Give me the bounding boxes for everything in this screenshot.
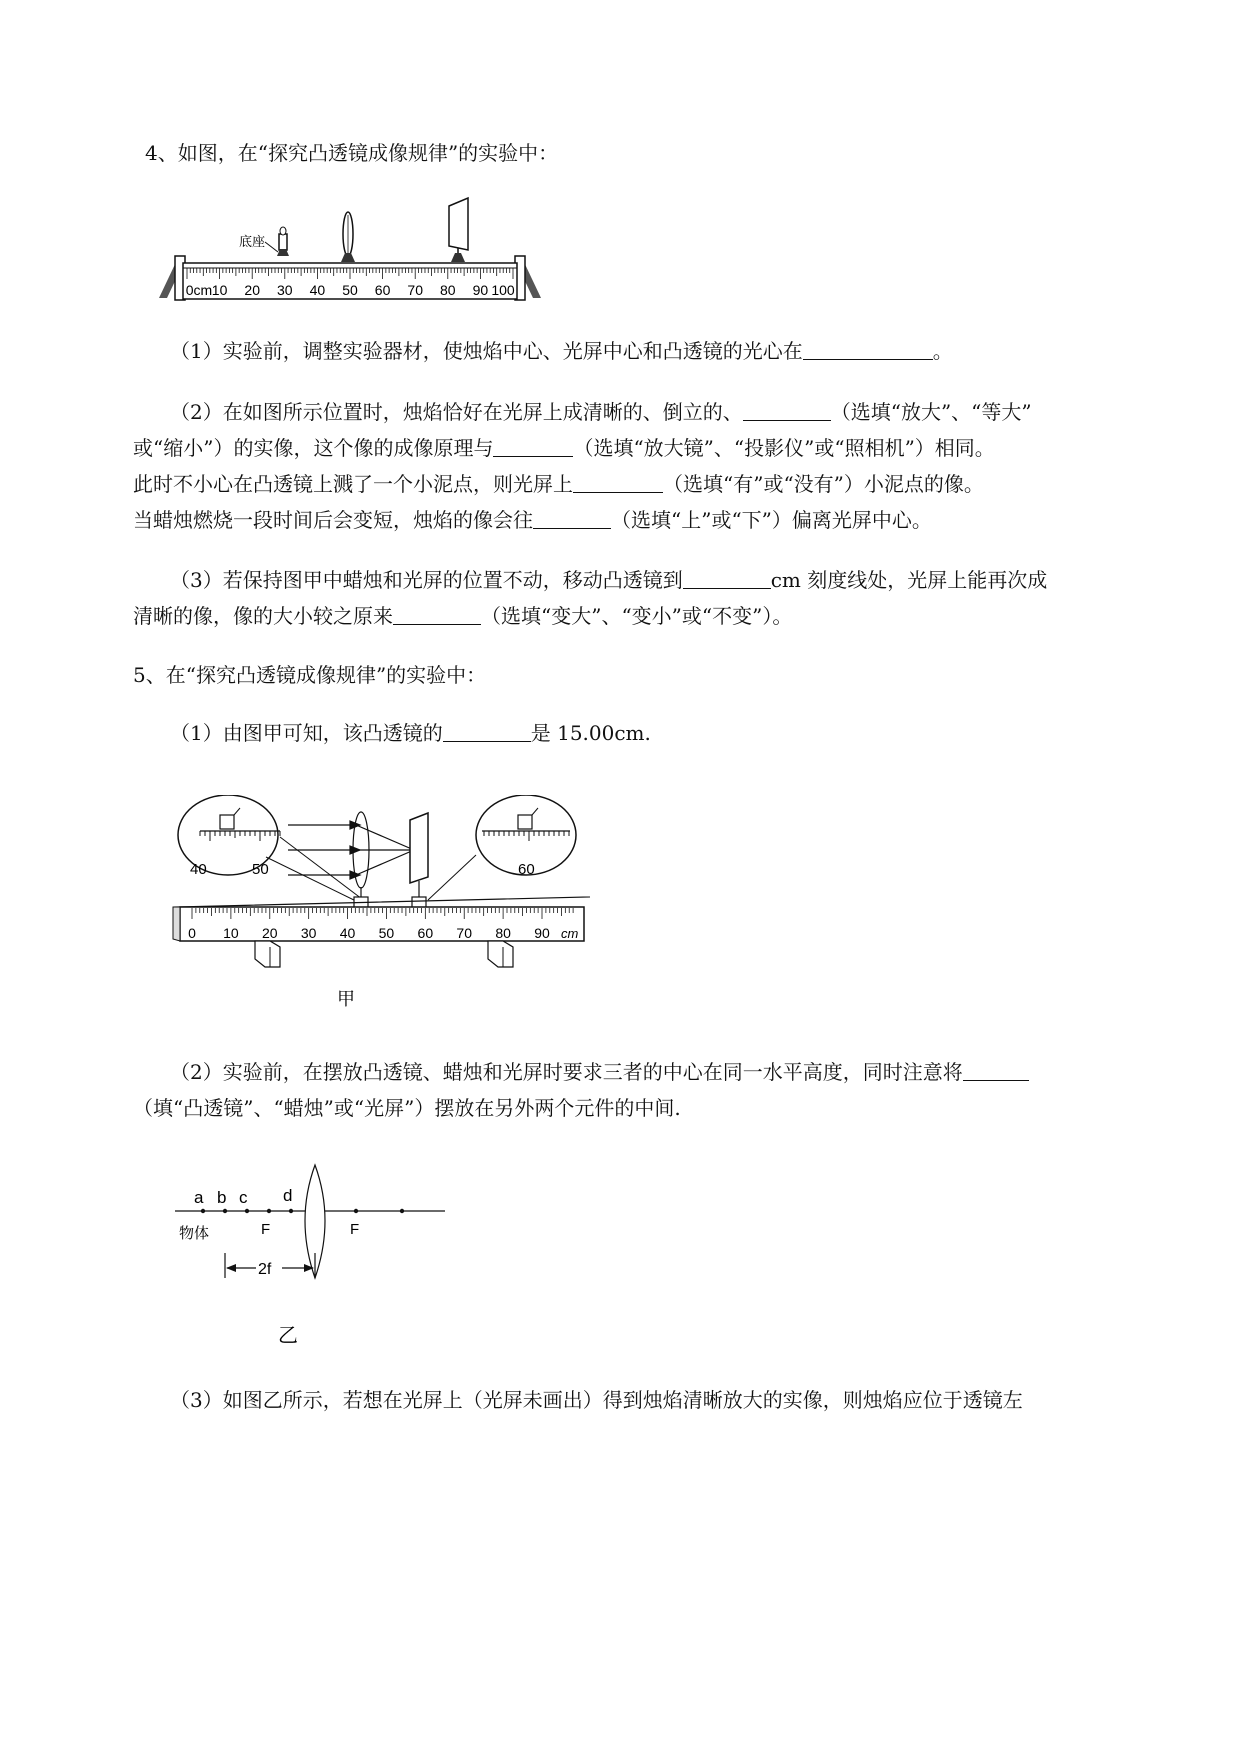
zoom-left-tick: 50: [252, 861, 269, 878]
answer-blank[interactable]: [573, 472, 663, 493]
scale-label: 40: [339, 925, 356, 941]
screen-icon: [410, 813, 428, 883]
q4-title: 4、如图，在“探究凸透镜成像规律”的实验中：: [145, 141, 559, 165]
q5-part3-line1: （3）如图乙所示，若想在光屏上（光屏未画出）得到烛焰清晰放大的实像，则烛焰应位于透镜左: [170, 1388, 1023, 1412]
scale-label: 80: [440, 282, 456, 298]
scale-label: 70: [456, 925, 473, 941]
answer-blank[interactable]: [803, 339, 933, 360]
q4-part2-line4: 当蜡烛燃烧一段时间后会变短，烛焰的像会往 （选填“上”或“下”）偏离光屏中心。: [133, 508, 932, 532]
answer-blank[interactable]: [963, 1060, 1029, 1081]
scale-label: 20: [261, 925, 278, 941]
q5-part2-line2: （填“凸透镜”、“蜡烛”或“光屏”）摆放在另外两个元件的中间.: [133, 1096, 681, 1120]
q5-title: 5、在“探究凸透镜成像规律”的实验中：: [133, 663, 487, 687]
figure-caption: 甲: [337, 989, 355, 1009]
scale-label: 20: [244, 282, 260, 298]
scale-label: 80: [495, 925, 511, 941]
q4-part1: （1）实验前，调整实验器材，使烛焰中心、光屏中心和凸透镜的光心在 。: [170, 339, 953, 363]
q4-part2-line1: （2）在如图所示位置时，烛焰恰好在光屏上成清晰的、倒立的、 （选填“放大”、“等大”: [170, 400, 1032, 424]
figure-caption: 乙: [278, 1325, 298, 1347]
scale-label: 0: [188, 925, 196, 941]
answer-blank[interactable]: [443, 721, 531, 742]
scale-label: 30: [300, 925, 317, 941]
point-d: d: [283, 1186, 293, 1205]
q5-figure-yi: [170, 1160, 460, 1350]
scale-label: 50: [378, 925, 395, 941]
answer-blank[interactable]: [743, 400, 831, 421]
base-label: 底座: [239, 234, 266, 249]
answer-blank[interactable]: [533, 508, 611, 529]
q5-figure-jia: [170, 795, 600, 1010]
zoom-right-tick: 60: [518, 861, 535, 878]
q5-part2-line1: （2）实验前，在摆放凸透镜、蜡烛和光屏时要求三者的中心在同一水平高度，同时注意将: [170, 1058, 1029, 1086]
two-f-label: 2f: [258, 1261, 272, 1278]
answer-blank[interactable]: [683, 568, 771, 589]
point-c: c: [239, 1188, 248, 1207]
q4-part3-line2: 清晰的像，像的大小较之原来 （选填“变大”、“变小”或“不变”）。: [133, 604, 793, 628]
scale-label: 10: [211, 282, 228, 298]
q4-part2-line2: 或“缩小”）的实像，这个像的成像原理与 （选填“放大镜”、“投影仪”或“照相机”）相同。: [133, 436, 995, 460]
point-b: b: [217, 1188, 227, 1207]
q5-part1: （1）由图甲可知，该凸透镜的 是 15.00cm.: [170, 721, 651, 745]
scale-label: 30: [277, 282, 293, 298]
object-label: 物体: [179, 1225, 210, 1242]
candle-icon: [277, 227, 289, 256]
scale-label: 90: [534, 925, 550, 941]
zoom-left-tick: 40: [190, 861, 207, 878]
unit-label: cm: [561, 926, 579, 941]
scale-label: 50: [342, 282, 358, 298]
focal-right-label: F: [350, 1221, 360, 1238]
lens-icon: [341, 212, 355, 262]
q4-optical-bench-figure: [155, 190, 545, 305]
answer-blank[interactable]: [493, 436, 573, 457]
scale-label: 10: [223, 925, 239, 941]
point-a: a: [194, 1188, 204, 1207]
q4-part3-line1: （3）若保持图甲中蜡烛和光屏的位置不动，移动凸透镜到 cm 刻度线处，光屏上能再次成: [170, 568, 1048, 592]
answer-blank[interactable]: [393, 604, 481, 625]
q4-part2-line3: 此时不小心在凸透镜上溅了一个小泥点，则光屏上 （选填“有”或“没有”）小泥点的像。: [133, 472, 984, 496]
focal-left-label: F: [261, 1221, 271, 1238]
scale-label: 90: [472, 282, 489, 298]
scale-label: 60: [374, 282, 391, 298]
scale-label: 40: [309, 282, 326, 298]
scale-label: 100: [491, 282, 515, 298]
scale-label: 70: [407, 282, 423, 298]
scale-label: 0cm: [185, 282, 213, 298]
screen-icon: [449, 198, 468, 262]
scale-label: 60: [417, 925, 434, 941]
